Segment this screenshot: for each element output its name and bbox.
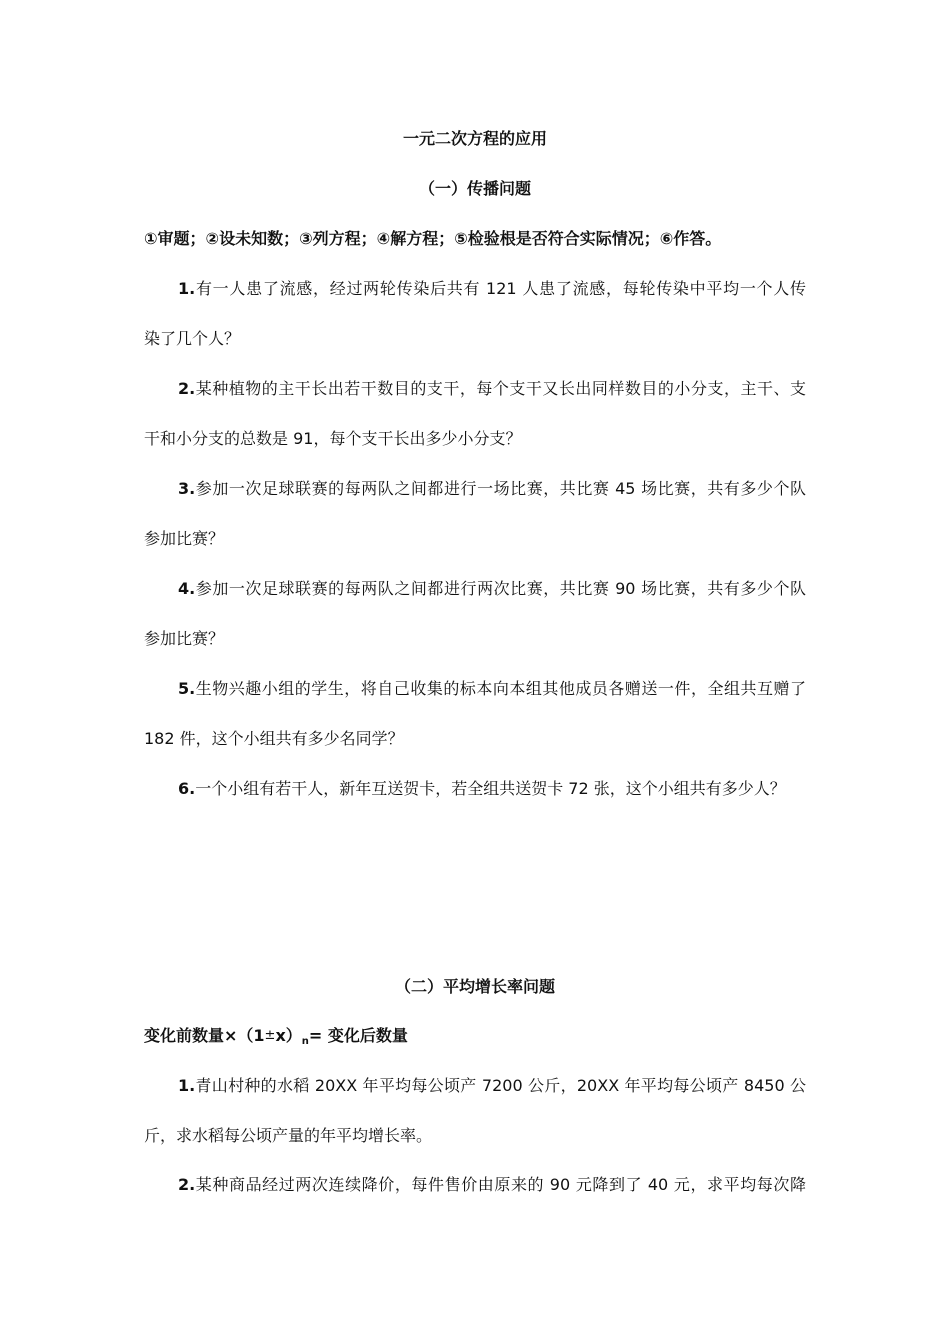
document-title: 一元二次方程的应用: [402, 129, 547, 148]
problem-4-line1: 4.参加一次足球联赛的每两队之间都进行两次比赛，共比赛 90 场比赛，共有多少个队: [178, 579, 806, 598]
growth-problem-2-line1: 2.某种商品经过两次连续降价，每件售价由原来的 90 元降到了 40 元，求平均每次降: [178, 1175, 806, 1194]
problem-3-line1: 3.参加一次足球联赛的每两队之间都进行一场比赛，共比赛 45 场比赛，共有多少个队: [178, 479, 806, 498]
problem-number: 5.: [178, 679, 196, 698]
problem-number: 2.: [178, 379, 196, 398]
problem-3-line2: 参加比赛？: [144, 529, 225, 548]
problem-5-line2: 182 件，这个小组共有多少名同学？: [144, 729, 404, 748]
growth-problem-1-line2: 斤，求水稻每公顷产量的年平均增长率。: [144, 1126, 433, 1145]
problem-5-line1: 5.生物兴趣小组的学生，将自己收集的标本向本组其他成员各赠送一件，全组共互赠了: [178, 679, 806, 698]
problem-1-line2: 染了几个人？: [144, 329, 241, 348]
solution-steps: ①审题；②设未知数；③列方程；④解方程；⑤检验根是否符合实际情况；⑥作答。: [144, 229, 722, 248]
problem-number: 3.: [178, 479, 196, 498]
problem-number: 1.: [178, 1076, 196, 1095]
section-heading-growth-rate: （二）平均增长率问题: [394, 977, 555, 996]
problem-number: 4.: [178, 579, 196, 598]
growth-formula: 变化前数量$\times(1\pm x)_n=$ 变化后数量: [144, 1026, 408, 1047]
growth-problem-1-line1: 1.青山村种的水稻 20XX 年平均每公顷产 7200 公斤，20XX 年平均每公顷产 8450 公: [178, 1076, 806, 1095]
problem-1-line1: 1.有一人患了流感，经过两轮传染后共有 121 人患了流感，每轮传染中平均一个人传: [178, 279, 806, 298]
section-heading-spread: （一）传播问题: [418, 179, 531, 198]
problem-4-line2: 参加比赛？: [144, 629, 225, 648]
problem-number: 2.: [178, 1175, 196, 1194]
problem-2-line2: 干和小分支的总数是 91，每个支干长出多少小分支？: [144, 429, 522, 448]
problem-2-line1: 2.某种植物的主干长出若干数目的支干，每个支干又长出同样数目的小分支，主干、支: [178, 379, 806, 398]
problem-number: 6.: [178, 779, 196, 798]
problem-number: 1.: [178, 279, 196, 298]
problem-6-line1: 6.一个小组有若干人，新年互送贺卡，若全组共送贺卡 72 张，这个小组共有多少人？: [178, 779, 786, 798]
